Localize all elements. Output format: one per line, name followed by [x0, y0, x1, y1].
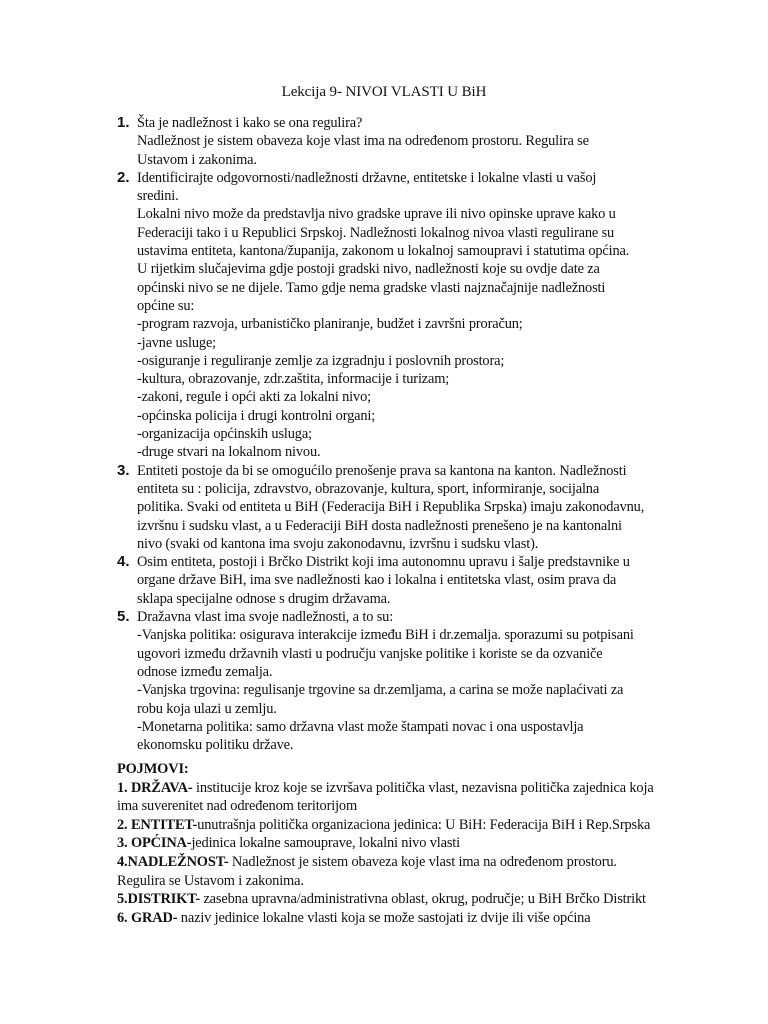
item-number: 3. — [117, 461, 130, 479]
pojam-line — [117, 872, 697, 891]
pojam-line — [117, 909, 697, 928]
numbered-list — [117, 114, 677, 754]
item-line: ustavima entiteta, kantona/županija, zakonom u lokalnoj samoupravi i statutima općina. — [137, 243, 630, 260]
pojam-term: 5.DISTRIKT- — [117, 891, 200, 908]
item-number: 1. — [117, 114, 130, 131]
pojam-line — [117, 779, 697, 798]
pojam-text: zasebna upravna/administrativna oblast, okrug, područje; u BiH Brčko Distrikt — [200, 891, 646, 908]
list-item-4 — [117, 553, 677, 608]
pojmovi-section — [117, 760, 697, 927]
item-line: -program razvoja, urbanističko planiranje, budžet i završni proračun; — [137, 316, 523, 333]
item-line: ekonomsku politiku države. — [137, 737, 294, 754]
document-title: Lekcija 9- NIVOI VLASTI U BiH — [281, 84, 487, 100]
item-line: Nadležnost je sistem obaveza koje vlast ima na određenom prostoru. Regulira se — [137, 133, 589, 150]
pojam-text: institucije kroz koje se izvršava politička vlast, nezavisna politička zajednica koja — [192, 779, 654, 796]
item-number: 2. — [117, 168, 130, 186]
item-line: -osiguranje i reguliranje zemlje za izgradnju i poslovnih prostora; — [137, 352, 505, 369]
pojam-line — [117, 834, 697, 853]
pojam-text: unutrašnja politička organizaciona jedinica: U BiH: Federacija BiH i Rep.Srpska — [197, 816, 651, 833]
pojam-term: 6. GRAD- — [117, 909, 178, 926]
item-line: -druge stvari na lokalnom nivou. — [137, 444, 321, 461]
item-line: Lokalni nivo može da predstavlja nivo gradske uprave ili nivo opinske uprave kako u — [137, 206, 616, 223]
list-item-5 — [117, 608, 677, 754]
pojmovi-heading: POJMOVI: — [117, 761, 189, 777]
item-line: -zakoni, regule i opći akti za lokalni nivo; — [137, 389, 371, 406]
item-line: -Vanjska trgovina: regulisanje trgovine sa dr.zemljama, a carina se može naplaćivati za — [137, 682, 624, 699]
item-line: Šta je nadležnost i kako se ona regulira? — [137, 115, 363, 131]
pojam-line — [117, 797, 697, 816]
pojam-text: Regulira se Ustavom i zakonima. — [117, 872, 304, 889]
item-line: robu koja ulazi u zemlju. — [137, 700, 277, 717]
pojam-term: 4.NADLEŽNOST- — [117, 853, 229, 870]
pojam-term: 1. DRŽAVA- — [117, 779, 193, 796]
item-line: Osim entiteta, postoji i Brčko Distrikt koji ima autonomnu upravu i šalje predstavnike u — [137, 554, 630, 571]
pojam-line — [117, 853, 697, 872]
item-line: -javne usluge; — [137, 334, 217, 351]
item-line: Federaciji tako i u Republici Srpskoj. Nadležnosti lokalnog nivoa vlasti regulirane su — [137, 224, 615, 241]
item-line: politika. Svaki od entiteta u BiH (Federacija BiH i Republika Srpska) imaju zakonodavnu, — [137, 499, 645, 516]
pojam-term: 3. OPĆINA- — [117, 835, 192, 852]
item-line: -organizacija općinskih usluga; — [137, 426, 312, 443]
item-line: izvršnu i sudsku vlast, a u Federaciji BiH dosta nadležnosti prenešeno je na kantonalni — [137, 517, 622, 534]
item-line: sklapa specijalne odnose s drugim državama. — [137, 590, 391, 607]
pojam-text: jedinica lokalne samouprave, lokalni nivo vlasti — [191, 835, 461, 852]
item-line: odnose između zemalja. — [137, 663, 273, 680]
list-item-3 — [117, 462, 677, 553]
item-line: Identificirajte odgovornosti/nadležnosti državne, entitetske i lokalne vlasti u vašoj — [137, 169, 597, 186]
pojam-text: Nadležnost je sistem obaveza koje vlast ima na određenom prostoru. — [228, 853, 617, 870]
pojam-line — [117, 890, 697, 909]
item-line: U rijetkim slučajevima gdje postoji gradski nivo, nadležnosti koje su ovdje date za — [137, 261, 600, 278]
list-item-1 — [117, 114, 677, 169]
pojam-text: ima suverenitet nad određenom teritorijom — [117, 798, 358, 815]
item-line: -Vanjska politika: osigurava interakcije između BiH i dr.zemalja. sporazumi su potpisani — [137, 627, 634, 644]
item-line: Entiteti postoje da bi se omogućilo prenošenje prava sa kantona na kanton. Nadležnosti — [137, 462, 627, 479]
item-line: -Monetarna politika: samo državna vlast može štampati novac i ona uspostavlja — [137, 718, 584, 735]
item-line: općine su: — [137, 297, 195, 314]
item-number: 5. — [117, 608, 130, 626]
item-line: Dražavna vlast ima svoje nadležnosti, a to su: — [137, 609, 394, 626]
item-line: entiteta su : policija, zdravstvo, obrazovanje, kultura, sport, informiranje, socijalna — [137, 480, 600, 497]
item-line: sredini. — [137, 188, 179, 205]
list-item-2 — [117, 169, 677, 462]
pojam-term: 2. ENTITET- — [117, 816, 198, 833]
item-line: nivo (svaki od kantona ima svoju zakonodavnu, izvršnu i sudsku vlast). — [137, 535, 539, 552]
item-line: Ustavom i zakonima. — [137, 151, 257, 168]
item-line: općinski nivo se ne dijele. Tamo gdje nema gradske vlasti najznačajnije nadležnosti — [137, 279, 606, 296]
pojam-line — [117, 816, 697, 835]
item-line: -općinska policija i drugi kontrolni organi; — [137, 407, 376, 424]
item-line: -kultura, obrazovanje, zdr.zaštita, informacije i turizam; — [137, 371, 450, 388]
item-number: 4. — [117, 553, 130, 571]
item-line: organe države BiH, ima sve nadležnosti kao i lokalna i entitetska vlast, osim prava da — [137, 572, 617, 589]
item-line: ugovori između državnih vlasti u području vanjske politike i koriste se da ozvaniče — [137, 645, 603, 662]
pojam-text: naziv jedinice lokalne vlasti koja se može sastojati iz dvije ili više općina — [177, 909, 591, 926]
